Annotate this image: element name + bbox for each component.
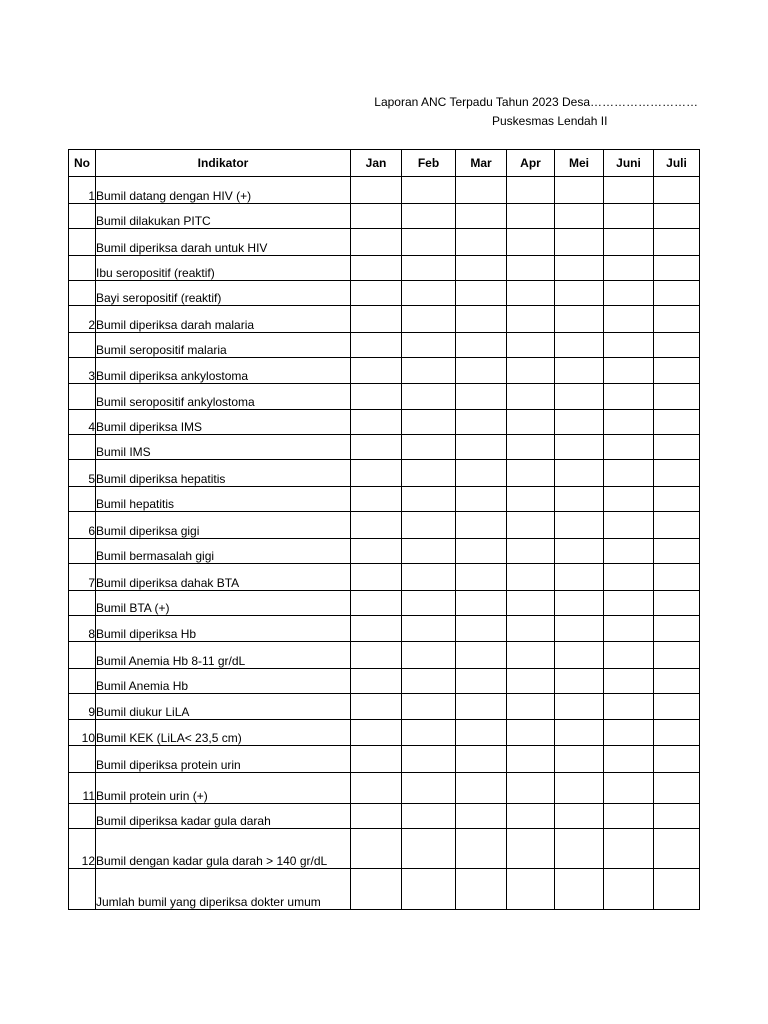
cell-juli: [654, 229, 700, 256]
cell-mar: [456, 281, 507, 306]
cell-feb: [402, 564, 456, 591]
report-title: Laporan ANC Terpadu Tahun 2023 Desa………………………: [374, 95, 698, 109]
cell-mei: [555, 539, 604, 564]
row-number: 1: [69, 177, 96, 204]
row-number: 2: [69, 306, 96, 333]
cell-juni: [604, 591, 654, 616]
row-number: [69, 591, 96, 616]
cell-feb: [402, 333, 456, 358]
cell-jan: [351, 384, 402, 410]
indikator-label: Jumlah bumil yang diperiksa dokter umum: [96, 869, 351, 910]
cell-apr: [507, 281, 555, 306]
row-number: [69, 204, 96, 229]
cell-feb: [402, 435, 456, 460]
row-number: [69, 669, 96, 694]
cell-juni: [604, 256, 654, 281]
cell-apr: [507, 358, 555, 384]
row-number: [69, 256, 96, 281]
cell-juni: [604, 829, 654, 869]
table-row: [69, 539, 700, 564]
cell-mei: [555, 720, 604, 746]
table-row: [69, 460, 700, 487]
table-row: [69, 720, 700, 746]
table-row: [69, 306, 700, 333]
indikator-label: Bumil diperiksa ankylostoma: [96, 358, 351, 384]
cell-feb: [402, 773, 456, 804]
table-row: [69, 256, 700, 281]
table-row: [69, 435, 700, 460]
indikator-label: Bumil dengan kadar gula darah > 140 gr/dL: [96, 829, 351, 869]
cell-juni: [604, 460, 654, 487]
cell-juni: [604, 564, 654, 591]
cell-feb: [402, 281, 456, 306]
cell-jan: [351, 720, 402, 746]
indikator-label: Bumil diperiksa protein urin: [96, 746, 351, 773]
cell-mei: [555, 642, 604, 669]
cell-feb: [402, 487, 456, 512]
cell-juli: [654, 642, 700, 669]
cell-jan: [351, 746, 402, 773]
table-row: [69, 487, 700, 512]
cell-apr: [507, 773, 555, 804]
cell-juli: [654, 177, 700, 204]
cell-apr: [507, 869, 555, 910]
cell-juni: [604, 694, 654, 720]
cell-juli: [654, 804, 700, 829]
header-month-apr: Apr: [507, 150, 555, 177]
cell-juni: [604, 435, 654, 460]
cell-feb: [402, 720, 456, 746]
cell-mar: [456, 694, 507, 720]
row-number: 7: [69, 564, 96, 591]
cell-jan: [351, 204, 402, 229]
table-row: [69, 591, 700, 616]
indikator-label: Bumil Anemia Hb: [96, 669, 351, 694]
table-row: [69, 669, 700, 694]
indikator-label: Bumil hepatitis: [96, 487, 351, 512]
cell-juli: [654, 204, 700, 229]
header-indikator: Indikator: [96, 150, 351, 177]
table-row: [69, 229, 700, 256]
cell-feb: [402, 384, 456, 410]
cell-feb: [402, 358, 456, 384]
cell-juni: [604, 746, 654, 773]
row-number: 9: [69, 694, 96, 720]
row-number: 6: [69, 512, 96, 539]
table-row: [69, 829, 700, 869]
indikator-label: Bumil KEK (LiLA< 23,5 cm): [96, 720, 351, 746]
cell-mei: [555, 281, 604, 306]
cell-juni: [604, 539, 654, 564]
cell-juli: [654, 591, 700, 616]
table-row: [69, 384, 700, 410]
cell-feb: [402, 804, 456, 829]
cell-mar: [456, 616, 507, 642]
row-number: 4: [69, 410, 96, 435]
cell-mar: [456, 869, 507, 910]
cell-feb: [402, 591, 456, 616]
indikator-label: Bumil Anemia Hb 8-11 gr/dL: [96, 642, 351, 669]
cell-juni: [604, 204, 654, 229]
cell-mei: [555, 694, 604, 720]
cell-jan: [351, 773, 402, 804]
header-month-jan: Jan: [351, 150, 402, 177]
header-month-mar: Mar: [456, 150, 507, 177]
cell-apr: [507, 435, 555, 460]
table-row: [69, 512, 700, 539]
cell-juni: [604, 512, 654, 539]
row-number: 11: [69, 773, 96, 804]
table-row: [69, 410, 700, 435]
cell-jan: [351, 804, 402, 829]
cell-apr: [507, 746, 555, 773]
cell-jan: [351, 487, 402, 512]
table-row: [69, 869, 700, 910]
cell-juli: [654, 720, 700, 746]
cell-juli: [654, 460, 700, 487]
header-row: [69, 150, 700, 177]
cell-apr: [507, 694, 555, 720]
row-number: [69, 333, 96, 358]
cell-mar: [456, 512, 507, 539]
cell-juni: [604, 642, 654, 669]
cell-feb: [402, 460, 456, 487]
cell-mei: [555, 669, 604, 694]
cell-mei: [555, 333, 604, 358]
cell-mei: [555, 746, 604, 773]
row-number: [69, 539, 96, 564]
table-row: [69, 204, 700, 229]
indikator-label: Bumil diperiksa gigi: [96, 512, 351, 539]
cell-mei: [555, 204, 604, 229]
row-number: [69, 229, 96, 256]
cell-mei: [555, 256, 604, 281]
cell-feb: [402, 204, 456, 229]
indikator-label: Bumil diperiksa darah malaria: [96, 306, 351, 333]
anc-report-table: [68, 149, 700, 910]
cell-mei: [555, 616, 604, 642]
table-row: [69, 804, 700, 829]
row-number: [69, 746, 96, 773]
cell-apr: [507, 512, 555, 539]
indikator-label: Bumil datang dengan HIV (+): [96, 177, 351, 204]
header-month-mei: Mei: [555, 150, 604, 177]
table-row: [69, 177, 700, 204]
cell-mar: [456, 642, 507, 669]
report-subtitle: Puskesmas Lendah II: [492, 114, 608, 128]
cell-apr: [507, 229, 555, 256]
cell-feb: [402, 177, 456, 204]
cell-mar: [456, 384, 507, 410]
cell-apr: [507, 829, 555, 869]
cell-mei: [555, 306, 604, 333]
cell-juni: [604, 616, 654, 642]
cell-juni: [604, 306, 654, 333]
cell-mar: [456, 591, 507, 616]
cell-mar: [456, 204, 507, 229]
indikator-label: Bumil diperiksa kadar gula darah: [96, 804, 351, 829]
cell-mar: [456, 669, 507, 694]
table-row: [69, 616, 700, 642]
indikator-label: Bumil diperiksa Hb: [96, 616, 351, 642]
cell-juni: [604, 669, 654, 694]
cell-mei: [555, 177, 604, 204]
header-no: No: [69, 150, 96, 177]
cell-apr: [507, 333, 555, 358]
row-number: [69, 281, 96, 306]
row-number: 8: [69, 616, 96, 642]
cell-juli: [654, 669, 700, 694]
cell-jan: [351, 694, 402, 720]
cell-feb: [402, 306, 456, 333]
cell-juli: [654, 539, 700, 564]
cell-juli: [654, 512, 700, 539]
row-number: [69, 804, 96, 829]
cell-juni: [604, 177, 654, 204]
cell-mar: [456, 564, 507, 591]
cell-juni: [604, 229, 654, 256]
header-month-juni: Juni: [604, 150, 654, 177]
cell-jan: [351, 539, 402, 564]
cell-feb: [402, 539, 456, 564]
row-number: [69, 487, 96, 512]
cell-juni: [604, 384, 654, 410]
cell-juni: [604, 410, 654, 435]
table-row: [69, 281, 700, 306]
header-month-feb: Feb: [402, 150, 456, 177]
cell-mei: [555, 487, 604, 512]
cell-juli: [654, 564, 700, 591]
cell-jan: [351, 869, 402, 910]
cell-apr: [507, 720, 555, 746]
cell-apr: [507, 256, 555, 281]
cell-mei: [555, 460, 604, 487]
cell-mar: [456, 229, 507, 256]
cell-mar: [456, 358, 507, 384]
cell-juli: [654, 694, 700, 720]
cell-feb: [402, 746, 456, 773]
row-number: 5: [69, 460, 96, 487]
cell-jan: [351, 410, 402, 435]
indikator-label: Bumil seropositif ankylostoma: [96, 384, 351, 410]
indikator-label: Bumil BTA (+): [96, 591, 351, 616]
cell-juli: [654, 333, 700, 358]
cell-mar: [456, 410, 507, 435]
cell-juli: [654, 746, 700, 773]
cell-juli: [654, 358, 700, 384]
indikator-label: Bumil diperiksa darah untuk HIV: [96, 229, 351, 256]
table-row: [69, 746, 700, 773]
cell-mar: [456, 720, 507, 746]
cell-mei: [555, 591, 604, 616]
cell-juli: [654, 281, 700, 306]
cell-jan: [351, 306, 402, 333]
indikator-label: Bumil IMS: [96, 435, 351, 460]
cell-juni: [604, 281, 654, 306]
cell-juli: [654, 487, 700, 512]
cell-mei: [555, 829, 604, 869]
row-number: [69, 435, 96, 460]
table-row: [69, 358, 700, 384]
cell-apr: [507, 410, 555, 435]
cell-juni: [604, 720, 654, 746]
cell-mar: [456, 746, 507, 773]
cell-juni: [604, 333, 654, 358]
cell-mei: [555, 435, 604, 460]
indikator-label: Ibu seropositif (reaktif): [96, 256, 351, 281]
cell-feb: [402, 616, 456, 642]
cell-mei: [555, 410, 604, 435]
cell-jan: [351, 229, 402, 256]
cell-mei: [555, 512, 604, 539]
cell-juli: [654, 410, 700, 435]
cell-apr: [507, 177, 555, 204]
indikator-label: Bumil diperiksa IMS: [96, 410, 351, 435]
cell-jan: [351, 281, 402, 306]
table-row: [69, 694, 700, 720]
table-row: [69, 564, 700, 591]
cell-apr: [507, 564, 555, 591]
cell-juni: [604, 487, 654, 512]
cell-feb: [402, 256, 456, 281]
cell-mar: [456, 804, 507, 829]
cell-mei: [555, 869, 604, 910]
row-number: [69, 384, 96, 410]
cell-jan: [351, 333, 402, 358]
table-row: [69, 642, 700, 669]
cell-mar: [456, 333, 507, 358]
cell-mei: [555, 229, 604, 256]
cell-apr: [507, 616, 555, 642]
cell-feb: [402, 229, 456, 256]
cell-mar: [456, 460, 507, 487]
row-number: [69, 642, 96, 669]
cell-jan: [351, 435, 402, 460]
cell-juli: [654, 384, 700, 410]
indikator-label: Bumil dilakukan PITC: [96, 204, 351, 229]
row-number: [69, 869, 96, 910]
cell-juli: [654, 616, 700, 642]
indikator-label: Bumil diperiksa dahak BTA: [96, 564, 351, 591]
cell-apr: [507, 642, 555, 669]
cell-apr: [507, 804, 555, 829]
cell-jan: [351, 829, 402, 869]
cell-jan: [351, 177, 402, 204]
cell-juli: [654, 829, 700, 869]
cell-mar: [456, 539, 507, 564]
cell-mar: [456, 177, 507, 204]
table-row: [69, 333, 700, 358]
cell-mar: [456, 773, 507, 804]
indikator-label: Bayi seropositif (reaktif): [96, 281, 351, 306]
header-month-juli: Juli: [654, 150, 700, 177]
cell-jan: [351, 616, 402, 642]
cell-mei: [555, 564, 604, 591]
cell-jan: [351, 358, 402, 384]
cell-mei: [555, 358, 604, 384]
cell-apr: [507, 306, 555, 333]
cell-jan: [351, 669, 402, 694]
cell-jan: [351, 512, 402, 539]
cell-mar: [456, 435, 507, 460]
indikator-label: Bumil diperiksa hepatitis: [96, 460, 351, 487]
cell-juli: [654, 773, 700, 804]
indikator-label: Bumil protein urin (+): [96, 773, 351, 804]
indikator-label: Bumil seropositif malaria: [96, 333, 351, 358]
cell-feb: [402, 694, 456, 720]
cell-feb: [402, 669, 456, 694]
cell-feb: [402, 642, 456, 669]
cell-juni: [604, 869, 654, 910]
cell-feb: [402, 829, 456, 869]
cell-jan: [351, 564, 402, 591]
cell-mei: [555, 804, 604, 829]
cell-feb: [402, 512, 456, 539]
cell-mar: [456, 256, 507, 281]
cell-apr: [507, 487, 555, 512]
indikator-label: Bumil diukur LiLA: [96, 694, 351, 720]
cell-juni: [604, 773, 654, 804]
cell-apr: [507, 384, 555, 410]
cell-apr: [507, 460, 555, 487]
cell-mei: [555, 773, 604, 804]
cell-mar: [456, 306, 507, 333]
cell-feb: [402, 869, 456, 910]
cell-jan: [351, 591, 402, 616]
indikator-label: Bumil bermasalah gigi: [96, 539, 351, 564]
cell-juni: [604, 358, 654, 384]
cell-mar: [456, 829, 507, 869]
cell-juni: [604, 804, 654, 829]
cell-jan: [351, 256, 402, 281]
cell-apr: [507, 204, 555, 229]
cell-mei: [555, 384, 604, 410]
row-number: 3: [69, 358, 96, 384]
row-number: 12: [69, 829, 96, 869]
cell-apr: [507, 591, 555, 616]
cell-juli: [654, 306, 700, 333]
cell-juli: [654, 256, 700, 281]
cell-jan: [351, 460, 402, 487]
cell-jan: [351, 642, 402, 669]
cell-juli: [654, 869, 700, 910]
row-number: 10: [69, 720, 96, 746]
cell-feb: [402, 410, 456, 435]
cell-juli: [654, 435, 700, 460]
cell-apr: [507, 669, 555, 694]
cell-apr: [507, 539, 555, 564]
cell-mar: [456, 487, 507, 512]
table-row: [69, 773, 700, 804]
